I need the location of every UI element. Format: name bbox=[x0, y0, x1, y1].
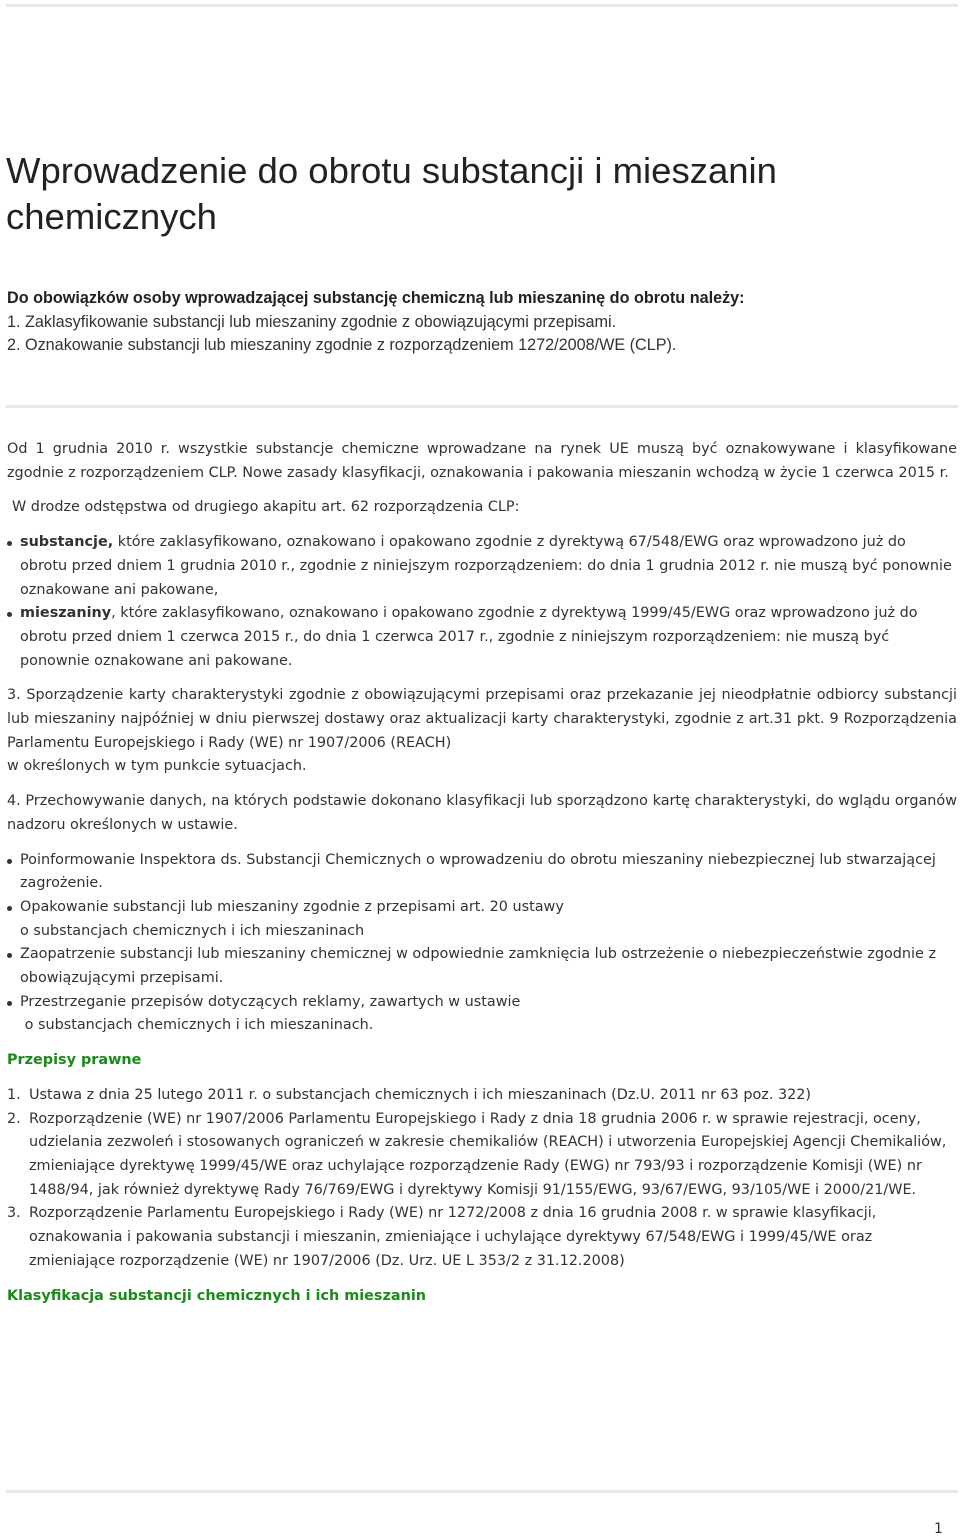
derogation-list bbox=[7, 531, 957, 673]
list-item bbox=[7, 991, 957, 1038]
bottom-divider bbox=[6, 1490, 958, 1493]
law-list bbox=[7, 1084, 957, 1274]
section-divider bbox=[6, 405, 958, 408]
list-item-text: Przestrzeganie przepisów dotyczących reklamy, zawartych w ustawie bbox=[20, 993, 521, 1010]
article-body bbox=[7, 438, 957, 1308]
paragraph-3-line-1: 3. Sporządzenie karty charakterystyki zgodnie z obowiązującymi przepisami oraz przekazanie jej nieodpłatnie odbiorcy substancji lub mieszaniny najpóźniej w dniu pierwszej dostawy oraz aktualizacji karty charakterystyki, zgodnie z art.31 pkt. 9 Rozporządzenia Parlamentu Europejskiego i Rady (WE) nr 1907/2006 (REACH) bbox=[7, 687, 957, 751]
list-item-text: które zaklasyfikowano, oznakowano i opakowano zgodnie z dyrektywą 67/548/EWG oraz wprowadzono już do obrotu przed dniem 1 grudnia 2010 r., zgodnie z niniejszym rozporządzeniem: do dnia 1 grudnia 2012 r. nie muszą być ponownie oznakowane ani pakowane, bbox=[20, 534, 952, 598]
intro-lead: Do obowiązków osoby wprowadzającej substancję chemiczną lub mieszaninę do obrotu należy: bbox=[7, 289, 745, 307]
list-item bbox=[7, 1202, 957, 1273]
list-item bbox=[7, 943, 957, 990]
list-item bbox=[7, 602, 957, 673]
intro-item-1: 1. Zaklasyfikowanie substancji lub mieszaniny zgodnie z obowiązującymi przepisami. bbox=[7, 312, 617, 331]
list-item-text: Poinformowanie Inspektora ds. Substancji Chemicznych o wprowadzeniu do obrotu mieszaniny niebezpiecznej lub stwarzającej zagrożenie. bbox=[20, 851, 936, 892]
list-item-text: Opakowanie substancji lub mieszaniny zgodnie z przepisami art. 20 ustawy bbox=[20, 898, 564, 915]
list-item-text: Rozporządzenie (WE) nr 1907/2006 Parlamentu Europejskiego i Rady z dnia 18 grudnia 2006 r. w sprawie rejestracji, oceny, udzielania zezwoleń i stosowanych ograniczeń w zakresie chemikaliów (REACH) i utworzenia Europejskiej Agencji Chemikaliów, zmieniające dyrektywę 1999/45/WE oraz uchylające rozporządzenie Rady (EWG) nr 793/93 i rozporządzenie Komisji (WE) nr 1488/94, jak również dyrektywę Rady 76/769/EWG i dyrektywy Komisji 91/155/EWG, 93/67/EWG, 93/105/WE i 2000/21/WE. bbox=[29, 1110, 947, 1198]
section-heading-classification: Klasyfikacja substancji chemicznych i ich mieszanin bbox=[7, 1287, 426, 1304]
list-item-text: Rozporządzenie Parlamentu Europejskiego i Rady (WE) nr 1272/2008 z dnia 16 grudnia 2008 r. w sprawie klasyfikacji, oznakowania i pakowania substancji i mieszanin, zmieniające i uchylające dyrektywy 67/548/EWG i 1999/45/WE oraz zmieniające rozporządzenie (WE) nr 1907/2006 (Dz. Urz. UE L 353/2 z 31.12.2008) bbox=[29, 1205, 877, 1269]
list-item bbox=[7, 1084, 957, 1108]
list-item bbox=[7, 531, 957, 602]
list-item bbox=[7, 896, 957, 943]
paragraph-3-line-2: w określonych w tym punkcie sytuacjach. bbox=[7, 758, 307, 775]
list-item bbox=[7, 849, 957, 896]
page-title: Wprowadzenie do obrotu substancji i mieszanin chemicznych bbox=[6, 150, 777, 237]
section-heading-law: Przepisy prawne bbox=[7, 1052, 142, 1069]
list-item bbox=[7, 1108, 957, 1203]
top-divider bbox=[6, 4, 958, 7]
list-item-text: Ustawa z dnia 25 lutego 2011 r. o substancjach chemicznych i ich mieszaninach (Dz.U. 2011 nr 63 poz. 322) bbox=[29, 1086, 812, 1103]
list-item-text: , które zaklasyfikowano, oznakowano i opakowano zgodnie z dyrektywą 1999/45/EWG oraz wprowadzono już do obrotu przed dniem 1 czerwca 2015 r., do dnia 1 czerwca 2017 r., zgodnie z niniejszym rozporządzeniem: nie muszą być ponownie oznakowane ani pakowane. bbox=[20, 605, 918, 669]
paragraph-derogation: W drodze odstępstwa od drugiego akapitu art. 62 rozporządzenia CLP: bbox=[12, 499, 520, 516]
paragraph-4: 4. Przechowywanie danych, na których podstawie dokonano klasyfikacji lub sporządzono kartę charakterystyki, do wglądu organów nadzoru określonych w ustawie. bbox=[7, 793, 957, 833]
intro-item-2: 2. Oznakowanie substancji lub mieszaniny zgodnie z rozporządzeniem 1272/2008/WE (CLP). bbox=[7, 336, 677, 354]
list-item-text: Zaopatrzenie substancji lub mieszaniny chemicznej w odpowiednie zamknięcia lub ostrzeżenie o niebezpieczeństwie zgodnie z obowiązującymi przepisami. bbox=[20, 946, 937, 987]
list-item-bold: mieszaniny bbox=[20, 605, 112, 622]
duty-list bbox=[7, 849, 957, 1039]
list-item-continuation: o substancjach chemicznych i ich mieszaninach. bbox=[20, 1017, 374, 1034]
list-item-continuation: o substancjach chemicznych i ich mieszaninach bbox=[20, 922, 365, 939]
page-number: 1 bbox=[934, 1521, 943, 1537]
intro-section bbox=[7, 287, 947, 358]
list-item-bold: substancje, bbox=[20, 534, 114, 551]
list-item-number: 2. bbox=[7, 1110, 21, 1127]
list-item-number: 1. bbox=[7, 1086, 21, 1103]
list-item-number: 3. bbox=[7, 1205, 21, 1222]
paragraph-dec-2010: Od 1 grudnia 2010 r. wszystkie substancje chemiczne wprowadzane na rynek UE muszą być oznakowywane i klasyfikowane zgodnie z rozporządzeniem CLP. Nowe zasady klasyfikacji, oznakowania i pakowania mieszanin wchodzą w życie 1 czerwca 2015 r. bbox=[7, 441, 957, 481]
